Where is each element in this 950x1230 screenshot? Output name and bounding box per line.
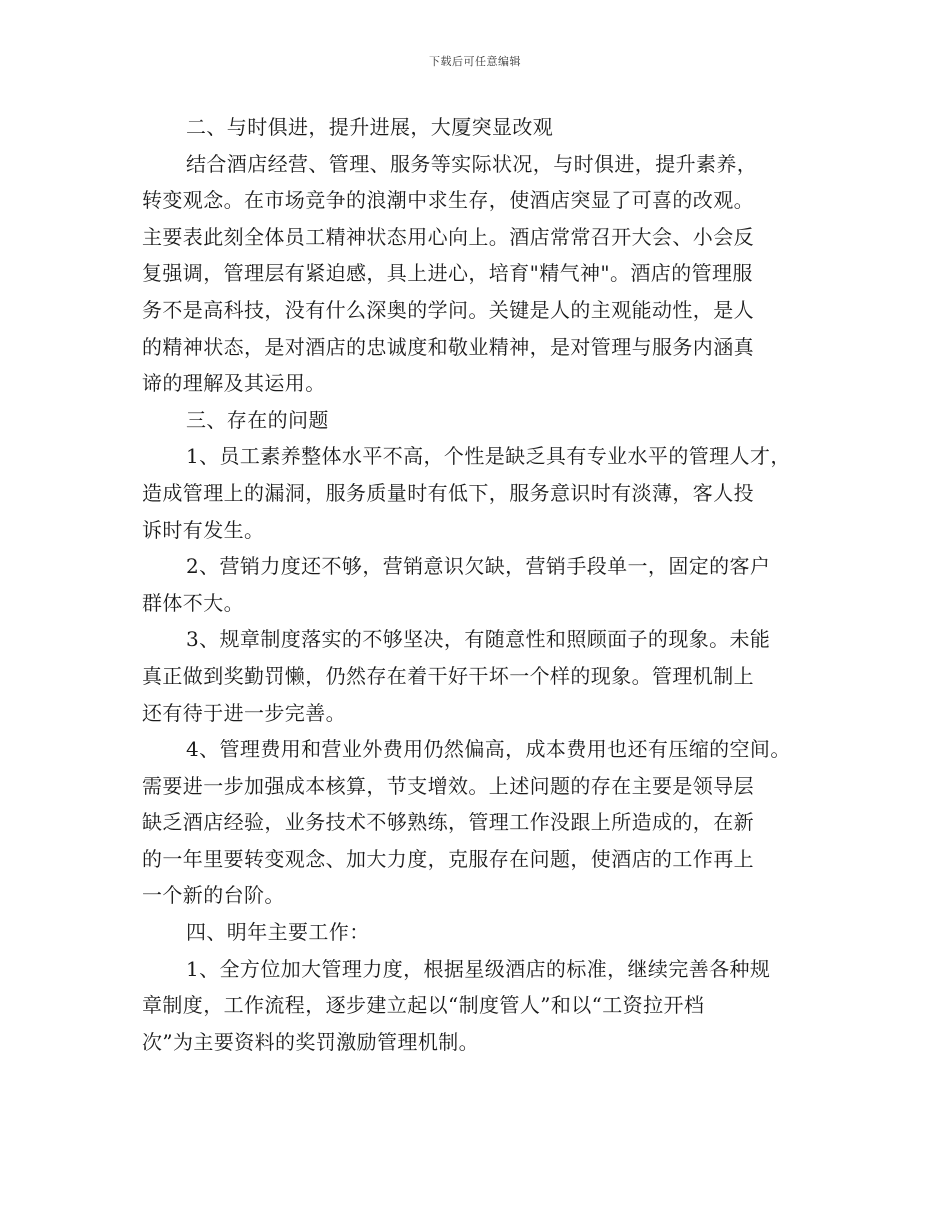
text-line: 1、员工素养整体水平不高，个性是缺乏具有专业水平的管理人才， [186, 444, 791, 469]
text-line: 需要进一步加强成本核算，节支增效。上述问题的存在主要是领导层 [142, 773, 754, 798]
text-line: 真正做到奖勤罚懒，仍然存在着干好干坏一个样的现象。管理机制上 [142, 663, 754, 688]
text-line: 二、与时俱进，提升进展，大厦突显改观 [186, 115, 554, 139]
page-header: 下载后可任意编辑 [429, 55, 521, 68]
text-line: 复强调，管理层有紧迫感，具上进心，培育"精气神"。酒店的管理服 [142, 261, 753, 286]
text-line: 诉时有发生。 [142, 517, 265, 542]
text-line: 3、规章制度落实的不够坚决，有随意性和照顾面子的现象。未能 [186, 627, 771, 652]
document-body [142, 109, 832, 1060]
text-line: 2、营销力度还不够，营销意识欠缺，营销手段单一，固定的客户 [186, 554, 771, 579]
text-line: 的一年里要转变观念、加大力度，克服存在问题，使酒店的工作再上 [142, 846, 754, 871]
text-line: 主要表此刻全体员工精神状态用心向上。酒店常常召开大会、小会反 [142, 224, 754, 249]
text-line: 的精神状态，是对酒店的忠诚度和敬业精神，是对管理与服务内涵真 [142, 334, 754, 359]
text-line: 三、存在的问题 [186, 407, 329, 432]
text-line: 还有待于进一步完善。 [142, 700, 346, 725]
text-line: 次”为主要资料的奖罚激励管理机制。 [142, 1029, 480, 1054]
text-line: 转变观念。在市场竞争的浪潮中求生存，使酒店突显了可喜的改观。 [142, 188, 754, 213]
text-line: 造成管理上的漏洞，服务质量时有低下，服务意识时有淡薄，客人投 [142, 480, 754, 505]
text-line: 一个新的台阶。 [142, 883, 285, 908]
text-line: 章制度，工作流程，逐步建立起以“制度管人”和以“工资拉开档 [142, 993, 705, 1018]
text-line: 四、明年主要工作： [186, 920, 370, 945]
text-line: 4、管理费用和营业外费用仍然偏高，成本费用也还有压缩的空间。 [186, 737, 791, 762]
text-line: 结合酒店经营、管理、服务等实际状况，与时俱进，提升素养， [186, 151, 758, 176]
text-line: 缺乏酒店经验，业务技术不够熟练，管理工作没跟上所造成的，在新 [142, 810, 754, 835]
text-line: 1、全方位加大管理力度，根据星级酒店的标准，继续完善各种规 [186, 956, 771, 981]
text-line: 务不是高科技，没有什么深奥的学问。关键是人的主观能动性，是人 [142, 297, 754, 322]
text-line: 群体不大。 [142, 590, 244, 615]
text-line: 谛的理解及其运用。 [142, 371, 326, 396]
